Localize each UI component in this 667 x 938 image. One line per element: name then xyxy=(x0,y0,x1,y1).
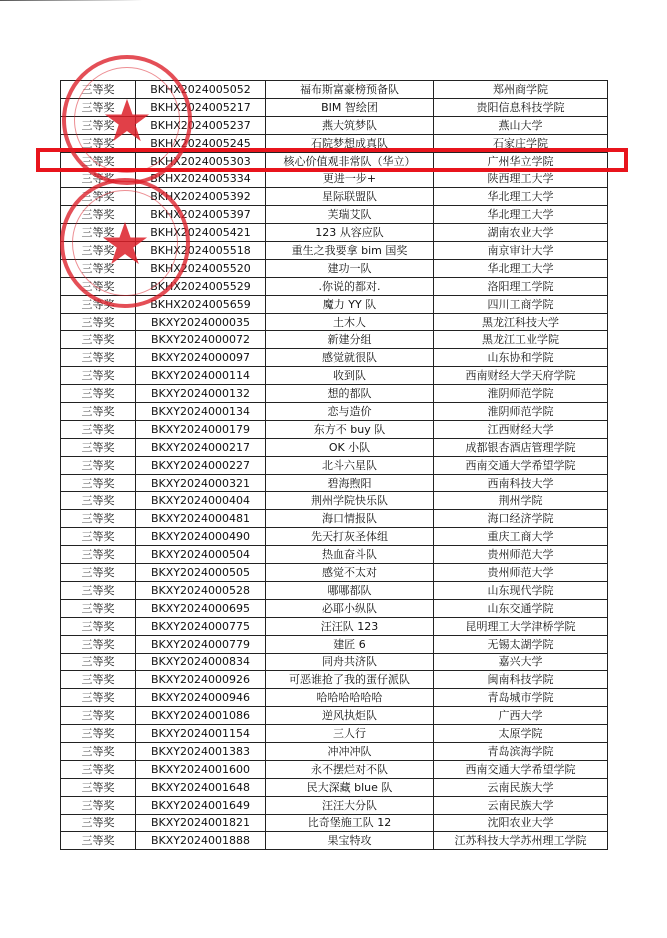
id-cell: BKHX2024005518 xyxy=(136,242,266,260)
school-cell: 南京审计大学 xyxy=(434,242,608,260)
id-cell: BKXY2024000926 xyxy=(136,671,266,689)
id-cell: BKXY2024000834 xyxy=(136,653,266,671)
team-cell: 建匠 6 xyxy=(266,635,434,653)
school-cell: 山东交通学院 xyxy=(434,599,608,617)
school-cell: 西南财经大学天府学院 xyxy=(434,367,608,385)
id-cell: BKXY2024000946 xyxy=(136,689,266,707)
school-cell: 嘉兴大学 xyxy=(434,653,608,671)
id-cell: BKXY2024000035 xyxy=(136,313,266,331)
table-row xyxy=(61,635,608,653)
table-row xyxy=(61,725,608,743)
id-cell: BKHX2024005217 xyxy=(136,98,266,116)
id-cell: BKXY2024000114 xyxy=(136,367,266,385)
table-row xyxy=(61,331,608,349)
award-cell: 三等奖 xyxy=(61,742,136,760)
school-cell: 山东现代学院 xyxy=(434,581,608,599)
id-cell: BKXY2024001888 xyxy=(136,832,266,850)
school-cell: 闽南科技学院 xyxy=(434,671,608,689)
award-cell: 三等奖 xyxy=(61,832,136,850)
id-cell: BKHX2024005303 xyxy=(136,152,266,170)
id-cell: BKHX2024005245 xyxy=(136,134,266,152)
id-cell: BKXY2024000490 xyxy=(136,528,266,546)
table-row xyxy=(61,760,608,778)
id-cell: BKXY2024000504 xyxy=(136,546,266,564)
team-cell: BIM 智绘团 xyxy=(266,98,434,116)
table-row xyxy=(61,403,608,421)
team-cell: 123 从容应队 xyxy=(266,224,434,242)
school-cell: 广西大学 xyxy=(434,707,608,725)
team-cell: 建功一队 xyxy=(266,259,434,277)
id-cell: BKXY2024001086 xyxy=(136,707,266,725)
id-cell: BKHX2024005520 xyxy=(136,259,266,277)
seal-star-icon xyxy=(102,220,148,266)
table-row xyxy=(61,778,608,796)
award-cell: 三等奖 xyxy=(61,760,136,778)
id-cell: BKXY2024001600 xyxy=(136,760,266,778)
id-cell: BKXY2024000775 xyxy=(136,617,266,635)
school-cell: 四川工商学院 xyxy=(434,295,608,313)
id-cell: BKXY2024000134 xyxy=(136,403,266,421)
school-cell: 石家庄学院 xyxy=(434,134,608,152)
school-cell: 海口经济学院 xyxy=(434,510,608,528)
id-cell: BKXY2024000481 xyxy=(136,510,266,528)
team-cell: 比奇堡施工队 12 xyxy=(266,814,434,832)
award-cell: 三等奖 xyxy=(61,707,136,725)
id-cell: BKHX2024005529 xyxy=(136,277,266,295)
school-cell: 山东协和学院 xyxy=(434,349,608,367)
award-cell: 三等奖 xyxy=(61,385,136,403)
school-cell: 西南交通大学希望学院 xyxy=(434,456,608,474)
table-row xyxy=(61,313,608,331)
school-cell: 西南交通大学希望学院 xyxy=(434,760,608,778)
id-cell: BKXY2024001821 xyxy=(136,814,266,832)
table-row xyxy=(61,367,608,385)
team-cell: 可恶谁抢了我的蛋仔派队 xyxy=(266,671,434,689)
award-cell: 三等奖 xyxy=(61,349,136,367)
award-cell: 三等奖 xyxy=(61,367,136,385)
team-cell: 感觉就很队 xyxy=(266,349,434,367)
team-cell: 汪汪大分队 xyxy=(266,796,434,814)
team-cell: 石院梦想成真队 xyxy=(266,134,434,152)
id-cell: BKXY2024000097 xyxy=(136,349,266,367)
team-cell: 土木人 xyxy=(266,313,434,331)
award-cell: 三等奖 xyxy=(61,796,136,814)
school-cell: 黑龙江工业学院 xyxy=(434,331,608,349)
award-cell: 三等奖 xyxy=(61,277,136,295)
team-cell: 逆风执炬队 xyxy=(266,707,434,725)
table-row xyxy=(61,617,608,635)
school-cell: 广州华立学院 xyxy=(434,152,608,170)
school-cell: 太原学院 xyxy=(434,725,608,743)
school-cell: 无锡太湖学院 xyxy=(434,635,608,653)
award-cell: 三等奖 xyxy=(61,81,136,99)
team-cell: OK 小队 xyxy=(266,438,434,456)
team-cell: 热血奋斗队 xyxy=(266,546,434,564)
award-cell: 三等奖 xyxy=(61,331,136,349)
school-cell: 郑州商学院 xyxy=(434,81,608,99)
team-cell: 先天打灰圣体组 xyxy=(266,528,434,546)
award-cell: 三等奖 xyxy=(61,653,136,671)
id-cell: BKXY2024000217 xyxy=(136,438,266,456)
award-cell: 三等奖 xyxy=(61,814,136,832)
award-cell: 三等奖 xyxy=(61,689,136,707)
table-row xyxy=(61,653,608,671)
seal-stamp-top xyxy=(62,55,192,185)
team-cell: 东方不 buy 队 xyxy=(266,420,434,438)
award-cell: 三等奖 xyxy=(61,492,136,510)
team-cell: 冲冲冲队 xyxy=(266,742,434,760)
page-edge-line xyxy=(0,0,667,19)
table-row xyxy=(61,456,608,474)
school-cell: 青岛城市学院 xyxy=(434,689,608,707)
school-cell: 湖南农业大学 xyxy=(434,224,608,242)
award-cell: 三等奖 xyxy=(61,134,136,152)
team-cell: 哈哈哈哈哈哈 xyxy=(266,689,434,707)
award-cell: 三等奖 xyxy=(61,510,136,528)
id-cell: BKXY2024000505 xyxy=(136,564,266,582)
id-cell: BKHX2024005397 xyxy=(136,206,266,224)
team-cell: 魔力 YY 队 xyxy=(266,295,434,313)
school-cell: 淮阴师范学院 xyxy=(434,403,608,421)
table-row xyxy=(61,689,608,707)
team-cell: 海口情报队 xyxy=(266,510,434,528)
table-row xyxy=(61,528,608,546)
id-cell: BKXY2024000695 xyxy=(136,599,266,617)
school-cell: 荆州学院 xyxy=(434,492,608,510)
team-cell: 碧海煦阳 xyxy=(266,474,434,492)
school-cell: 重庆工商大学 xyxy=(434,528,608,546)
school-cell: 贵州师范大学 xyxy=(434,564,608,582)
id-cell: BKHX2024005237 xyxy=(136,116,266,134)
id-cell: BKHX2024005421 xyxy=(136,224,266,242)
team-cell: 核心价值观非常队（华立） xyxy=(266,152,434,170)
school-cell: 贵州师范大学 xyxy=(434,546,608,564)
id-cell: BKXY2024000321 xyxy=(136,474,266,492)
award-cell: 三等奖 xyxy=(61,242,136,260)
award-cell: 三等奖 xyxy=(61,170,136,188)
school-cell: 贵阳信息科技学院 xyxy=(434,98,608,116)
award-cell: 三等奖 xyxy=(61,671,136,689)
award-cell: 三等奖 xyxy=(61,778,136,796)
team-cell: 北斗六星队 xyxy=(266,456,434,474)
table-row xyxy=(61,599,608,617)
award-cell: 三等奖 xyxy=(61,546,136,564)
id-cell: BKXY2024001383 xyxy=(136,742,266,760)
award-cell: 三等奖 xyxy=(61,313,136,331)
award-cell: 三等奖 xyxy=(61,438,136,456)
school-cell: 西南科技大学 xyxy=(434,474,608,492)
team-cell: 民大深藏 blue 队 xyxy=(266,778,434,796)
table-row xyxy=(61,438,608,456)
award-cell: 三等奖 xyxy=(61,295,136,313)
id-cell: BKXY2024001649 xyxy=(136,796,266,814)
school-cell: 黑龙江科技大学 xyxy=(434,313,608,331)
team-cell: 星际联盟队 xyxy=(266,188,434,206)
school-cell: 青岛滨海学院 xyxy=(434,742,608,760)
award-cell: 三等奖 xyxy=(61,152,136,170)
award-cell: 三等奖 xyxy=(61,116,136,134)
table-row xyxy=(61,420,608,438)
award-cell: 三等奖 xyxy=(61,474,136,492)
id-cell: BKXY2024000779 xyxy=(136,635,266,653)
table-row xyxy=(61,742,608,760)
table-row xyxy=(61,707,608,725)
table-row xyxy=(61,581,608,599)
award-cell: 三等奖 xyxy=(61,259,136,277)
team-cell: 永不摆烂对不队 xyxy=(266,760,434,778)
team-cell: 恋与造价 xyxy=(266,403,434,421)
school-cell: 成都银杏酒店管理学院 xyxy=(434,438,608,456)
award-cell: 三等奖 xyxy=(61,420,136,438)
team-cell: 芙瑞艾队 xyxy=(266,206,434,224)
team-cell: 荆州学院快乐队 xyxy=(266,492,434,510)
table-row xyxy=(61,510,608,528)
seal-stamp-bottom xyxy=(60,178,190,308)
school-cell: 燕山大学 xyxy=(434,116,608,134)
team-cell: 同舟共济队 xyxy=(266,653,434,671)
id-cell: BKXY2024000179 xyxy=(136,420,266,438)
id-cell: BKXY2024001154 xyxy=(136,725,266,743)
table-row xyxy=(61,564,608,582)
award-cell: 三等奖 xyxy=(61,581,136,599)
team-cell: 燕大筑梦队 xyxy=(266,116,434,134)
team-cell: 福布斯富豪榜预备队 xyxy=(266,81,434,99)
table-row xyxy=(61,492,608,510)
team-cell: 汪汪队 123 xyxy=(266,617,434,635)
team-cell: 重生之我要拿 bim 国奖 xyxy=(266,242,434,260)
team-cell: 三人行 xyxy=(266,725,434,743)
id-cell: BKHX2024005659 xyxy=(136,295,266,313)
school-cell: 江西财经大学 xyxy=(434,420,608,438)
award-cell: 三等奖 xyxy=(61,564,136,582)
table-row xyxy=(61,796,608,814)
school-cell: 洛阳理工学院 xyxy=(434,277,608,295)
team-cell: 更进一步+ xyxy=(266,170,434,188)
id-cell: BKHX2024005334 xyxy=(136,170,266,188)
team-cell: 新建分组 xyxy=(266,331,434,349)
team-cell: 收到队 xyxy=(266,367,434,385)
award-cell: 三等奖 xyxy=(61,635,136,653)
school-cell: 江苏科技大学苏州理工学院 xyxy=(434,832,608,850)
school-cell: 沈阳农业大学 xyxy=(434,814,608,832)
table-row xyxy=(61,832,608,850)
id-cell: BKHX2024005392 xyxy=(136,188,266,206)
table-row xyxy=(61,349,608,367)
id-cell: BKHX2024005052 xyxy=(136,81,266,99)
school-cell: 华北理工大学 xyxy=(434,259,608,277)
school-cell: 云南民族大学 xyxy=(434,796,608,814)
id-cell: BKXY2024000132 xyxy=(136,385,266,403)
award-cell: 三等奖 xyxy=(61,188,136,206)
team-cell: .你说的都对. xyxy=(266,277,434,295)
award-cell: 三等奖 xyxy=(61,456,136,474)
school-cell: 昆明理工大学津桥学院 xyxy=(434,617,608,635)
id-cell: BKXY2024000528 xyxy=(136,581,266,599)
school-cell: 陕西理工大学 xyxy=(434,170,608,188)
table-row xyxy=(61,671,608,689)
award-cell: 三等奖 xyxy=(61,617,136,635)
id-cell: BKXY2024000404 xyxy=(136,492,266,510)
award-cell: 三等奖 xyxy=(61,599,136,617)
award-cell: 三等奖 xyxy=(61,224,136,242)
school-cell: 华北理工大学 xyxy=(434,188,608,206)
award-cell: 三等奖 xyxy=(61,528,136,546)
team-cell: 果宝特攻 xyxy=(266,832,434,850)
award-cell: 三等奖 xyxy=(61,206,136,224)
award-cell: 三等奖 xyxy=(61,98,136,116)
team-cell: 必耶小纵队 xyxy=(266,599,434,617)
id-cell: BKXY2024000072 xyxy=(136,331,266,349)
team-cell: 想的都队 xyxy=(266,385,434,403)
table-row xyxy=(61,474,608,492)
table-row xyxy=(61,385,608,403)
seal-star-icon xyxy=(104,97,150,143)
school-cell: 华北理工大学 xyxy=(434,206,608,224)
award-cell: 三等奖 xyxy=(61,403,136,421)
team-cell: 感觉不太对 xyxy=(266,564,434,582)
id-cell: BKXY2024000227 xyxy=(136,456,266,474)
award-cell: 三等奖 xyxy=(61,725,136,743)
id-cell: BKXY2024001648 xyxy=(136,778,266,796)
table-row xyxy=(61,546,608,564)
table-row xyxy=(61,814,608,832)
school-cell: 云南民族大学 xyxy=(434,778,608,796)
school-cell: 淮阴师范学院 xyxy=(434,385,608,403)
team-cell: 哪哪都队 xyxy=(266,581,434,599)
